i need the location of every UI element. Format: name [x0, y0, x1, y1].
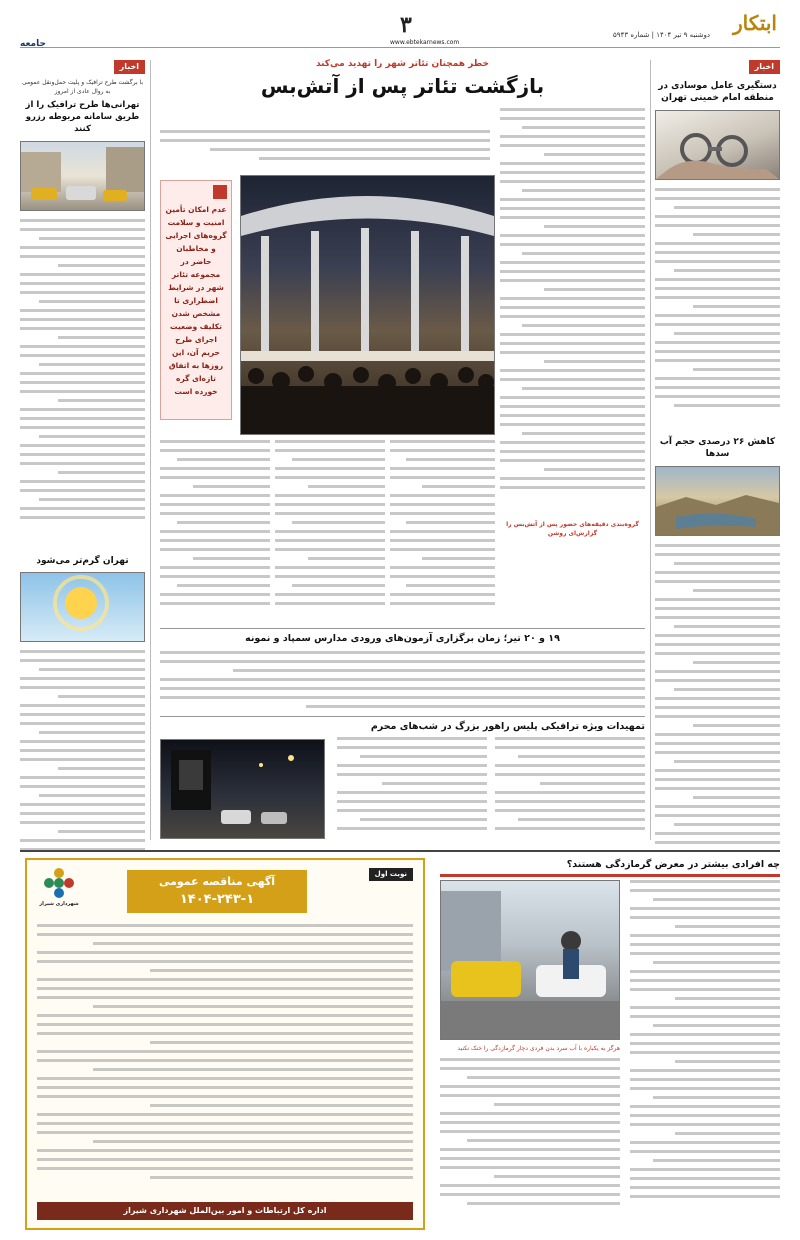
ad-title: آگهی مناقصه عمومی [158, 875, 276, 888]
handcuffs-photo [655, 110, 780, 180]
main-story-text [160, 440, 270, 620]
story-title[interactable]: دستگیری عامل موسادی در منطقه امام خمینی تهران [658, 81, 777, 104]
main-story-heading [160, 58, 645, 98]
flower-logo-icon [44, 868, 74, 898]
ad-badge: نوبت اول [369, 868, 413, 881]
theater-crowd-photo [240, 175, 495, 435]
headline-underline [440, 874, 780, 877]
section-name: جامعه [20, 39, 46, 49]
left-news-column [20, 60, 145, 840]
night-street-photo [160, 739, 325, 839]
main-story-text [275, 440, 385, 620]
main-headline[interactable]: بازگشت تئاتر پس از آتش‌بس [260, 73, 545, 98]
story-kicker: با برگشت طرح ترافیک و پلیت حمل‌ونقل عمومی به روال عادی از امروز [21, 79, 144, 96]
ad-footer: اداره کل ارتباطات و امور بین‌الملل شهرداری شیراز [37, 1202, 413, 1220]
main-story-text [390, 440, 495, 620]
quote-icon [213, 185, 227, 199]
traffic-photo [20, 141, 145, 211]
ad-number: ۱۴۰۴-۲۴۳-۱ [179, 892, 255, 908]
news-label: اخبار [114, 60, 145, 74]
site-url[interactable]: www.ebtekarnews.com [390, 39, 460, 46]
column-divider [150, 60, 151, 840]
pull-quote-text: عدم امکان تأمین امنیت و سلامت گروه‌های اجرایی و مخاطبان حاضر در مجموعه تئاتر شهر در شرایط اضطراری تا مشخص شدن تکلیف وضعیت اجرای طرح حریم آن، این روزها به اتفاق تازه‌ای گره خورده است [165, 205, 227, 396]
police-story [160, 716, 645, 846]
tender-advertisement [25, 858, 425, 1230]
right-news-column [655, 60, 780, 840]
municipality-logo [37, 868, 81, 909]
story-title[interactable]: تهرانی‌ها طرح ترافیک را از طریق سامانه مربوطه رزرو کنند [25, 100, 140, 135]
issue-info: دوشنبه ۹ تیر ۱۴۰۴ | شماره ۵۹۴۳ [613, 31, 710, 39]
newspaper-logo: ابتکار [733, 11, 777, 35]
photo-caption: هرگز به یکباره با آب سرد بدن فردی دچار گرمازدگی را خنک نکنید [457, 1045, 620, 1052]
main-story-text [500, 108, 645, 506]
ad-title-banner [127, 870, 307, 913]
page-number: ۳ [400, 12, 412, 38]
street-cars-photo [440, 880, 620, 1040]
logo-caption: شهرداری شیراز [39, 901, 79, 908]
heatstroke-article [440, 858, 780, 1234]
section-divider [20, 850, 780, 852]
news-label: اخبار [749, 60, 780, 74]
column-divider [650, 60, 651, 840]
lead-paragraph [160, 130, 490, 170]
masthead [20, 8, 780, 48]
highlight-note: گروه‌بندی دقیقه‌های حضور پس از آتش‌بس را گزارش‌ای روشن [506, 521, 639, 537]
police-headline[interactable]: تمهیدات ویژه ترافیکی پلیس راهور بزرگ در شب‌های محرم [370, 721, 645, 732]
story-title[interactable]: کاهش ۲۶ درصدی حجم آب سدها [659, 437, 776, 460]
dam-photo [655, 466, 780, 536]
story-title[interactable]: تهران گرم‌تر می‌شود [36, 556, 129, 567]
pull-quote-box [160, 180, 232, 420]
main-kicker: خطر همچنان تئاتر شهر را تهدید می‌کند [315, 59, 490, 69]
exam-story [160, 628, 645, 713]
article-headline[interactable]: چه افرادی بیشتر در معرض گرمازدگی هستند؟ [566, 859, 780, 870]
sun-photo [20, 572, 145, 642]
exam-headline[interactable]: ۱۹ و ۲۰ تیر؛ زمان برگزاری آزمون‌های ورودی مدارس سمپاد و نمونه [245, 633, 560, 644]
